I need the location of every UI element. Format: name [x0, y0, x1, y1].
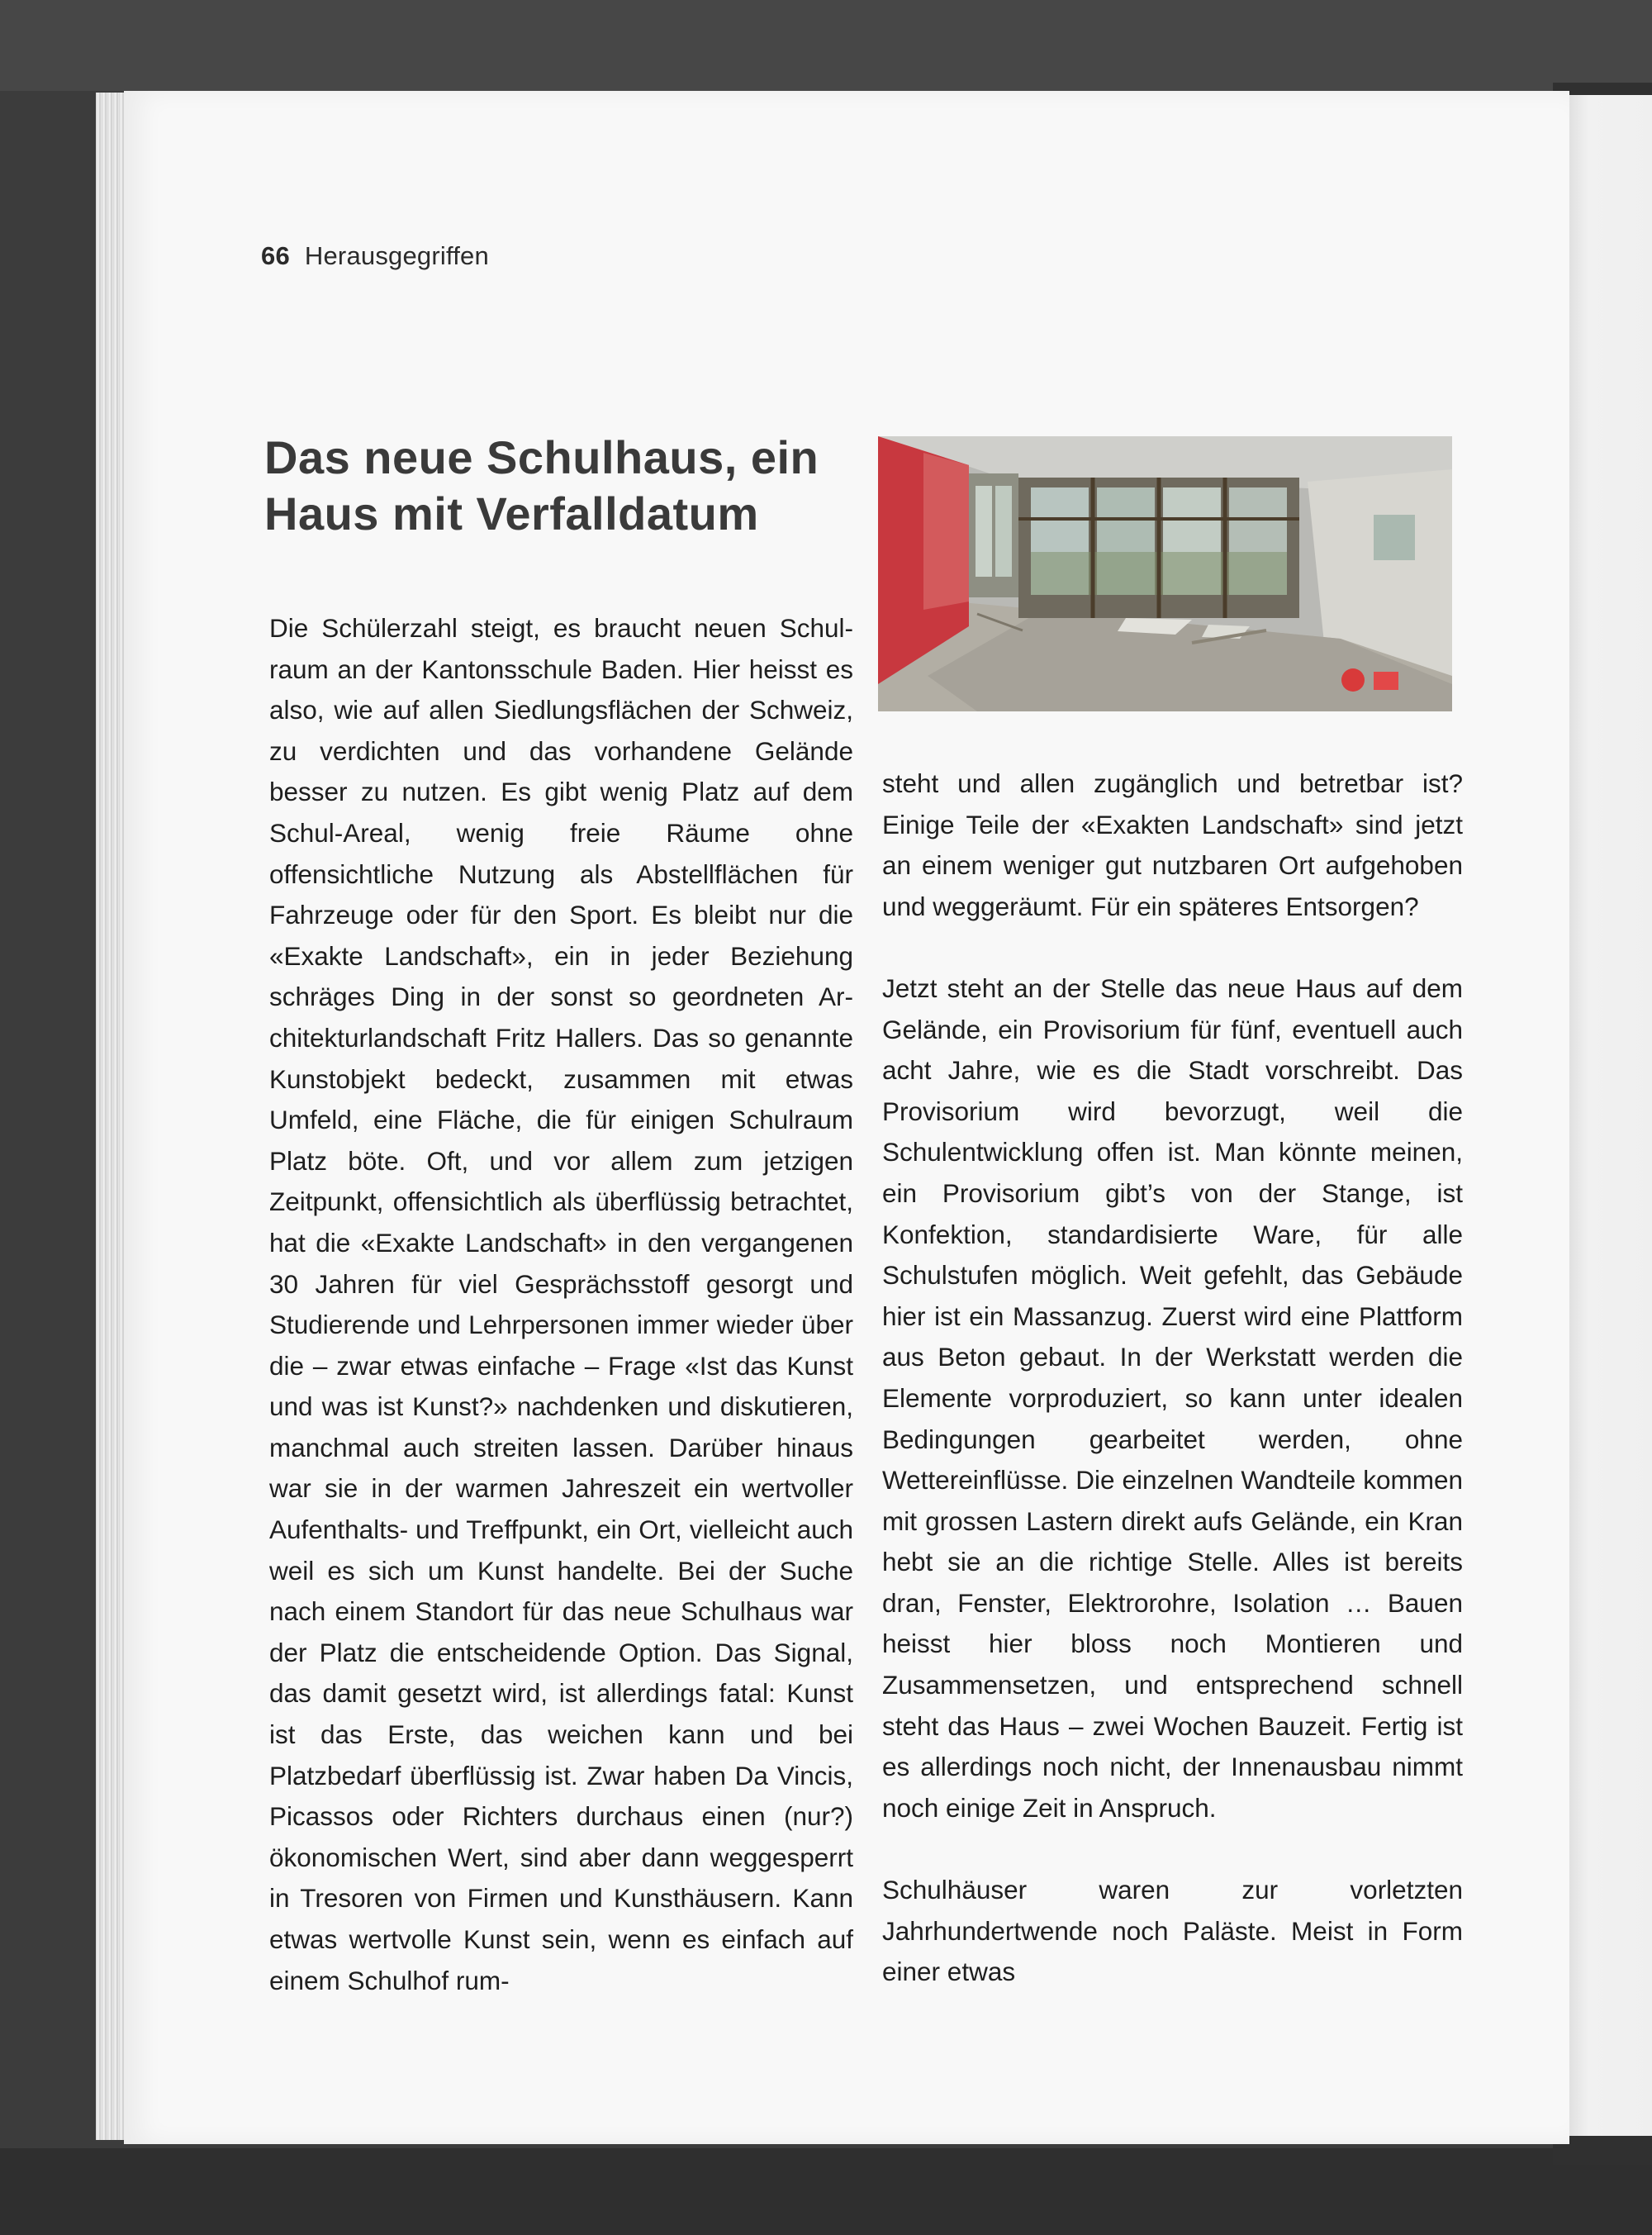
running-head — [261, 241, 489, 271]
text-column-left — [269, 608, 853, 2001]
interior-photo-illustration — [878, 436, 1452, 711]
paragraph-1-part-1: Die Schülerzahl steigt, es braucht neuen Schulraum an der Kantonsschule Baden. Hier heisst es also, wie auf allen Siedlungsflächen der Schweiz, zu verdichten und das vorhandene Gelände besser zu nutzen. Es gibt wenig Platz auf dem Schul-Areal, wenig freie Räume ohne offensichtliche Nutzung als Abstellflächen für Fahrzeuge oder für den Sport. Es bleibt nur die «Exakte Landschaft», ein in jeder Beziehung schräges Ding in der sonst so geordneten Architekturlandschaft Fritz Hallers. Das so genannte Kunstobjekt bedeckt, zusammen mit etwas Umfeld, eine Fläche, die für einigen Schulraum Platz böte. Oft, und vor allem zum jetzigen Zeitpunkt, offensichtlich als überflüssig betrachtet, hat die «Exakte Landschaft» in den vergangenen 30 Jahren für viel Gesprächsstoff gesorgt und Studierende und Lehrpersonen immer wieder über die – zwar etwas einfache – Frage «Ist das Kunst und was ist Kunst?» nachdenken und diskutieren, manchmal auch streiten lassen. Darüber hinaus war sie in der warmen Jahreszeit ein wertvoller Aufenthalts- und Treffpunkt, ein Ort, vielleicht auch weil es sich um Kunst handelte. Bei der Suche nach einem Standort für das neue Schulhaus war der Platz die entscheidende Option. Das Signal, das damit gesetzt wird, ist allerdings fatal: Kunst ist das Erste, das weichen kann und bei Platzbedarf überflüssig ist. Zwar haben Da Vincis, Picassos oder Richters durchaus einen (nur?) ökonomischen Wert, sind aber dann weggesperrt in Tresoren von Firmen und Kunsthäusern. Kann etwas wertvolle Kunst sein, wenn es einfach auf einem Schulhof rum- — [269, 613, 853, 1995]
scan-background-bottom — [0, 2148, 1652, 2235]
section-title: Herausgegriffen — [304, 241, 489, 270]
scan-background-top — [0, 0, 1652, 91]
paragraph-gap — [882, 927, 1463, 968]
facing-page-edge — [1561, 95, 1652, 2136]
paragraph-gap — [882, 1828, 1463, 1870]
paragraph-3-start: Schulhäuser waren zur vorletzten Jahrhundertwende noch Paläste. Meist in Form einer etwas — [882, 1875, 1463, 1987]
paragraph-1-part-2: steht und allen zugänglich und betretbar ist? Einige Teile der «Exakten Landschaft» sind jetzt an einem weniger gut nutzbaren Ort aufgehoben und weggeräumt. Für ein späteres Entsorgen? — [882, 768, 1463, 921]
page-number: 66 — [261, 241, 290, 270]
article-title: Das neue Schulhaus, ein Haus mit Verfalldatum — [264, 431, 819, 540]
paragraph-2: Jetzt steht an der Stelle das neue Haus auf dem Gelände, ein Provisorium für fünf, eventuell auch acht Jahre, wie es die Stadt vorschreibt. Das Provisorium wird bevorzugt, weil die Schulentwicklung offen ist. Man könnte meinen, ein Provisorium gibt’s von der Stange, ist Konfektion, standardisierte Ware, für alle Schulstufen möglich. Weit gefehlt, das Gebäude hier ist ein Massanzug. Zuerst wird eine Plattform aus Beton gebaut. In der Werkstatt werden die Elemente vorproduziert, so kann unter idealen Bedingungen gearbeitet werden, ohne Wettereinflüsse. Die einzelnen Wandteile kommen mit grossen Lastern direkt aufs Gelände, ein Kran hebt sie an die richtige Stelle. Alles ist bereits dran, Fenster, Elektrorohre, Isolation … Bauen heisst hier bloss noch Montieren und Zusammensetzen, und entsprechend schnell steht das Haus – zwei Wochen Bauzeit. Fertig ist es allerdings noch nicht, der Innenausbau nimmt noch einige Zeit in Anspruch. — [882, 972, 1463, 1823]
text-column-right — [882, 763, 1463, 1993]
construction-photo — [878, 436, 1452, 711]
